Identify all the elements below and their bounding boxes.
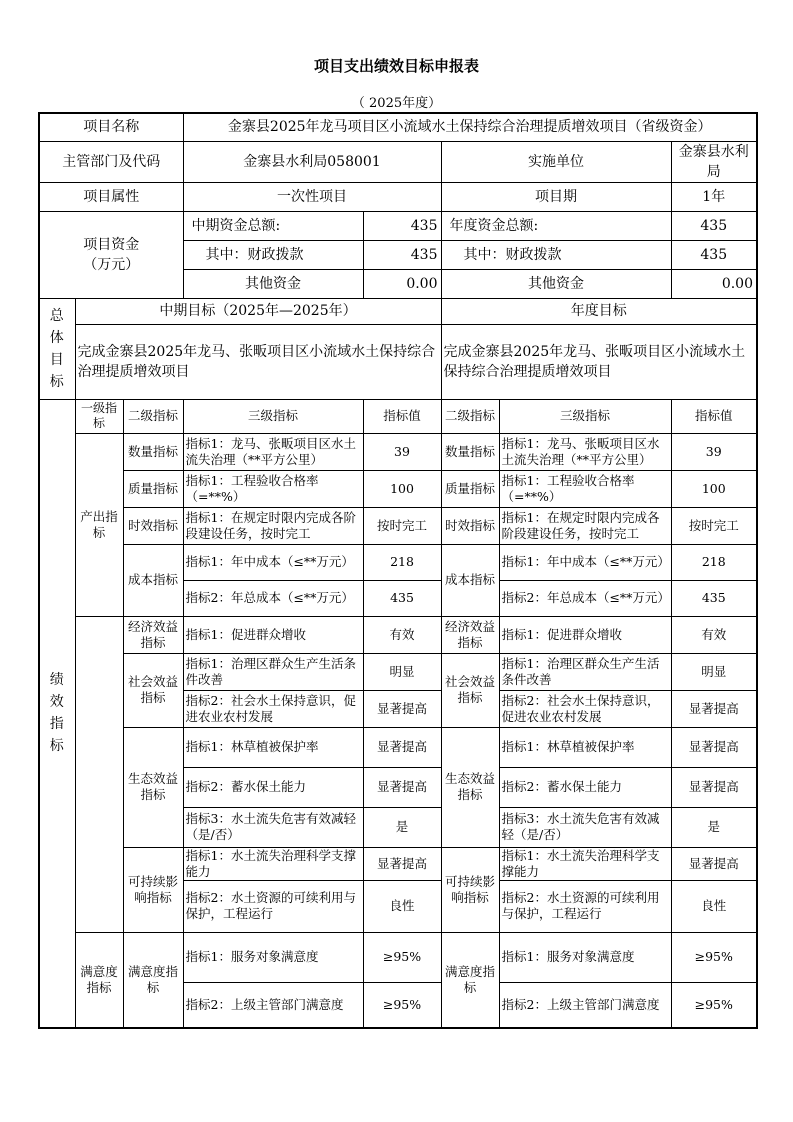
value-cell-annual: 有效 bbox=[671, 616, 757, 653]
level2-cell-annual: 质量指标 bbox=[441, 470, 499, 507]
output-indicator-label: 产出指 标 bbox=[75, 433, 123, 616]
level3-cell: 指标2：上级主管部门满意度 bbox=[183, 982, 363, 1028]
col-header-value: 指标值 bbox=[363, 399, 441, 433]
level3-cell-annual: 指标1：在规定时限内完成各阶段建设任务，按时完工 bbox=[499, 507, 671, 544]
level2-cell: 质量指标 bbox=[123, 470, 183, 507]
mid-other-label: 其他资金 bbox=[183, 269, 363, 298]
project-name-value: 金寨县2025年龙马项目区小流域水土保持综合治理提质增效项目（省级资金） bbox=[183, 113, 757, 141]
level2-cell: 数量指标 bbox=[123, 433, 183, 470]
value-cell-annual: 218 bbox=[671, 544, 757, 580]
value-cell: 显著提高 bbox=[363, 690, 441, 727]
value-cell-annual: 100 bbox=[671, 470, 757, 507]
level2-cell: 经济效益指标 bbox=[123, 616, 183, 653]
overall-goal-label: 总 体 目 标 bbox=[39, 298, 75, 399]
impl-unit-label: 实施单位 bbox=[441, 141, 671, 182]
value-cell-annual: 明显 bbox=[671, 653, 757, 690]
dept-label: 主管部门及代码 bbox=[39, 141, 183, 182]
value-cell: 218 bbox=[363, 544, 441, 580]
value-cell: 有效 bbox=[363, 616, 441, 653]
performance-indicator-label: 绩 效 指 标 bbox=[39, 399, 75, 1028]
level3-cell-annual: 指标3：水土流失危害有效减轻（是/否） bbox=[499, 807, 671, 847]
project-period-value: 1年 bbox=[671, 182, 757, 211]
level3-cell: 指标2：水土资源的可续利用与保护，工程运行 bbox=[183, 880, 363, 932]
level3-cell: 指标1：治理区群众生产生活条件改善 bbox=[183, 653, 363, 690]
level2-cell-annual: 满意度指标 bbox=[441, 932, 499, 1028]
midterm-total-label: 中期资金总额: bbox=[183, 211, 363, 240]
satisfaction-indicator-label: 满意度 指标 bbox=[75, 932, 123, 1028]
performance-target-table bbox=[38, 112, 758, 1029]
level3-cell-annual: 指标1：治理区群众生产生活条件改善 bbox=[499, 653, 671, 690]
midterm-total-value: 435 bbox=[363, 211, 441, 240]
value-cell: 435 bbox=[363, 580, 441, 616]
level2-cell: 成本指标 bbox=[123, 544, 183, 616]
value-cell-annual: 按时完工 bbox=[671, 507, 757, 544]
level2-cell-annual: 可持续影响指标 bbox=[441, 847, 499, 932]
value-cell-annual: 435 bbox=[671, 580, 757, 616]
value-cell: 39 bbox=[363, 433, 441, 470]
level3-cell-annual: 指标1：年中成本（≤**万元） bbox=[499, 544, 671, 580]
level3-cell-annual: 指标1：龙马、张畈项目区水土流失治理（**平方公里） bbox=[499, 433, 671, 470]
annual-goal-text: 完成金寨县2025年龙马、张畈项目区小流域水土保持综合治理提质增效项目 bbox=[441, 324, 757, 399]
level2-cell: 可持续影响指标 bbox=[123, 847, 183, 932]
level3-cell-annual: 指标2：水土资源的可续利用与保护，工程运行 bbox=[499, 880, 671, 932]
value-cell: 良性 bbox=[363, 880, 441, 932]
level3-cell-annual: 指标1：促进群众增收 bbox=[499, 616, 671, 653]
value-cell-annual: 显著提高 bbox=[671, 690, 757, 727]
project-name-label: 项目名称 bbox=[39, 113, 183, 141]
level2-cell-annual: 社会效益指标 bbox=[441, 653, 499, 727]
level3-cell: 指标2：年总成本（≤**万元） bbox=[183, 580, 363, 616]
dept-value: 金寨县水利局058001 bbox=[183, 141, 441, 182]
mid-fiscal-label: 其中：财政拨款 bbox=[183, 240, 363, 269]
project-attr-value: 一次性项目 bbox=[183, 182, 441, 211]
level2-cell: 生态效益指标 bbox=[123, 727, 183, 847]
annual-total-label: 年度资金总额: bbox=[441, 211, 671, 240]
level3-cell-annual: 指标1：服务对象满意度 bbox=[499, 932, 671, 982]
col-header-level3-annual: 三级指标 bbox=[499, 399, 671, 433]
annual-fiscal-label: 其中：财政拨款 bbox=[441, 240, 671, 269]
value-cell-annual: ≥95% bbox=[671, 982, 757, 1028]
value-cell-annual: 良性 bbox=[671, 880, 757, 932]
value-cell-annual: 是 bbox=[671, 807, 757, 847]
level3-cell: 指标1：服务对象满意度 bbox=[183, 932, 363, 982]
level3-cell-annual: 指标1：工程验收合格率（=**%） bbox=[499, 470, 671, 507]
annual-goal-header: 年度目标 bbox=[441, 298, 757, 324]
level2-cell-annual: 成本指标 bbox=[441, 544, 499, 616]
project-period-label: 项目期 bbox=[441, 182, 671, 211]
level2-cell-annual: 时效指标 bbox=[441, 507, 499, 544]
level2-cell: 时效指标 bbox=[123, 507, 183, 544]
level2-cell-annual: 生态效益指标 bbox=[441, 727, 499, 847]
form-title: 项目支出绩效目标申报表 bbox=[313, 57, 479, 75]
col-header-level1: 一级指标 bbox=[75, 399, 123, 433]
col-header-level2-annual: 二级指标 bbox=[441, 399, 499, 433]
annual-total-value: 435 bbox=[671, 211, 757, 240]
level3-cell-annual: 指标1：水土流失治理科学支撑能力 bbox=[499, 847, 671, 880]
value-cell: 显著提高 bbox=[363, 767, 441, 807]
value-cell: ≥95% bbox=[363, 982, 441, 1028]
project-funds-label: 项目资金 （万元） bbox=[39, 211, 183, 298]
level3-cell: 指标1：工程验收合格率（=**%） bbox=[183, 470, 363, 507]
value-cell-annual: 显著提高 bbox=[671, 847, 757, 880]
level3-cell: 指标2：社会水土保持意识，促进农业农村发展 bbox=[183, 690, 363, 727]
value-cell: 是 bbox=[363, 807, 441, 847]
mid-fiscal-value: 435 bbox=[363, 240, 441, 269]
level2-cell-annual: 经济效益指标 bbox=[441, 616, 499, 653]
value-cell: 显著提高 bbox=[363, 727, 441, 767]
level3-cell: 指标1：年中成本（≤**万元） bbox=[183, 544, 363, 580]
value-cell: 100 bbox=[363, 470, 441, 507]
level3-cell: 指标1：在规定时限内完成各阶段建设任务，按时完工 bbox=[183, 507, 363, 544]
level3-cell: 指标1：水土流失治理科学支撑能力 bbox=[183, 847, 363, 880]
value-cell: ≥95% bbox=[363, 932, 441, 982]
level3-cell: 指标3：水土流失危害有效减轻（是/否） bbox=[183, 807, 363, 847]
level3-cell-annual: 指标2：蓄水保土能力 bbox=[499, 767, 671, 807]
midterm-goal-header: 中期目标（2025年—2025年） bbox=[75, 298, 441, 324]
year-label: （ 2025年度） bbox=[351, 96, 442, 111]
annual-other-label: 其他资金 bbox=[441, 269, 671, 298]
value-cell: 按时完工 bbox=[363, 507, 441, 544]
benefit-indicator-level1 bbox=[75, 616, 123, 932]
project-attr-label: 项目属性 bbox=[39, 182, 183, 211]
midterm-goal-text: 完成金寨县2025年龙马、张畈项目区小流域水土保持综合治理提质增效项目 bbox=[75, 324, 441, 399]
level3-cell-annual: 指标2：社会水土保持意识，促进农业农村发展 bbox=[499, 690, 671, 727]
value-cell: 显著提高 bbox=[363, 847, 441, 880]
annual-fiscal-value: 435 bbox=[671, 240, 757, 269]
impl-unit-value: 金寨县水利局 bbox=[671, 141, 757, 182]
col-header-value-annual: 指标值 bbox=[671, 399, 757, 433]
level3-cell: 指标1：林草植被保护率 bbox=[183, 727, 363, 767]
value-cell-annual: 显著提高 bbox=[671, 767, 757, 807]
level2-cell-annual: 数量指标 bbox=[441, 433, 499, 470]
annual-other-value: 0.00 bbox=[671, 269, 757, 298]
mid-other-value: 0.00 bbox=[363, 269, 441, 298]
value-cell-annual: ≥95% bbox=[671, 932, 757, 982]
level3-cell: 指标1：龙马、张畈项目区水土流失治理（**平方公里） bbox=[183, 433, 363, 470]
level3-cell-annual: 指标1：林草植被保护率 bbox=[499, 727, 671, 767]
value-cell: 明显 bbox=[363, 653, 441, 690]
level3-cell-annual: 指标2：年总成本（≤**万元） bbox=[499, 580, 671, 616]
level2-cell: 社会效益指标 bbox=[123, 653, 183, 727]
col-header-level3: 三级指标 bbox=[183, 399, 363, 433]
level3-cell-annual: 指标2：上级主管部门满意度 bbox=[499, 982, 671, 1028]
level2-cell: 满意度指标 bbox=[123, 932, 183, 1028]
value-cell-annual: 显著提高 bbox=[671, 727, 757, 767]
col-header-level2: 二级指标 bbox=[123, 399, 183, 433]
level3-cell: 指标2：蓄水保土能力 bbox=[183, 767, 363, 807]
level3-cell: 指标1：促进群众增收 bbox=[183, 616, 363, 653]
value-cell-annual: 39 bbox=[671, 433, 757, 470]
